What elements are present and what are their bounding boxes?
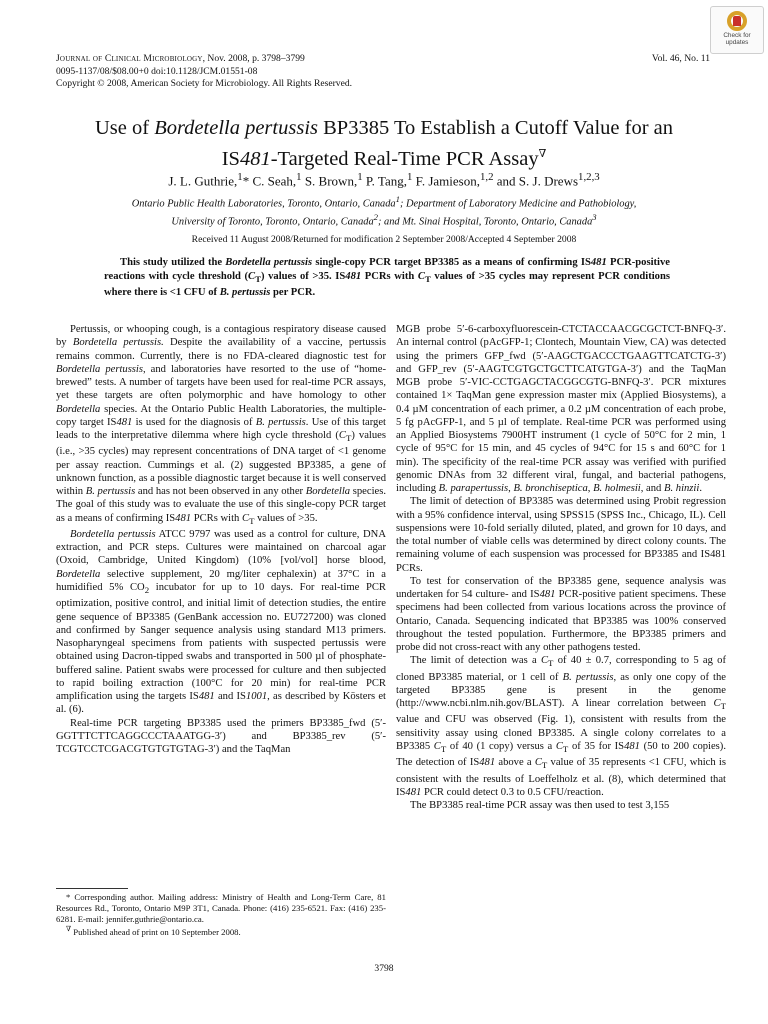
badge-line-2: updates [725, 39, 749, 46]
author-list: J. L. Guthrie,$^1$* C. Seah,$^1$ S. Brown,$^1$ P. Tang,$^1$ F. Jamieson,$^{1,2}$ and S. J. Drews$^{1,2,3}$ [168, 171, 600, 189]
check-for-updates-icon [727, 11, 747, 31]
footnotes [56, 892, 386, 938]
left-column [56, 323, 386, 756]
badge-line-1: Check for [723, 32, 751, 39]
issue-info: , Nov. 2008, p. 3798–3799 [202, 53, 305, 64]
paragraph-conservation: To test for conservation of the BP3385 gene, sequence analysis was undertaken for 54 culture- and IS481 PCR-positive patient specimens. These specimens had been collected from various locations across the province of Ontario, Canada. Sequencing indicated that BP3385 was 100% conserved throughout the tested population. Furthermore, the BP3385 primers and probe did not cross-react with any other pathogens tested. [396, 575, 726, 653]
check-for-updates-badge[interactable] [710, 6, 764, 54]
paragraph-probe: MGB probe 5′-6-carboxyfluorescein-CTCTACCAACGCGCTCT-BNFQ-3′. An internal control (pAcGFP-1; Clontech, Mountain View, CA) was detected using the primers GFP_fwd (5′-AAGCTGACCCTGAAGTTCATCTG-3′) and GFP_rev (5′-AAGTCGTGCTGCTTCATGTGA-3′) and the TaqMan MGB probe 5′-VIC-CCTGAGCTACGGCGTG-BNFQ-3′. PCR mixtures contained 1× TaqMan gene expression master mix (Applied Biosystems), a 0.4 µM concentration of each primer, a 0.2 µM concentration of each probe, 5 fg pAcGFP-1, and 5 µl of template. Real-time PCR was performed using an Applied Biosystems 7900HT instrument (1 cycle of 50°C for 2 min, 1 cycle of 95°C for 15 min, and 45 cycles of 94°C for 15 s and 60°C for 1 min). The specificity of the real-time PCR assay was verified with purified genomic DNAs from 32 different viral, fungal, and bacterial pathogens, including B. parapertussis, B. bronchiseptica, B. holmesii, and B. hinzii. [396, 324, 726, 494]
paragraph-primers: Real-time PCR targeting BP3385 used the primers BP3385_fwd (5′-GGTTTCTTCAGGCCCTAAATGG-3′) and BP3385_rev (5′-TCGTCCTCGACGTGTGTGTAG-3′) and the TaqMan [56, 717, 386, 756]
issn-doi: 0095-1137/08/$08.00+0 doi:10.1128/JCM.01551-08 [56, 65, 258, 77]
abstract: This study utilized the Bordetella pertussis single-copy PCR target BP3385 as a means of confirming IS481 PCR-positive reactions with cycle threshold $(C_T)$ values of >35. IS481 PCRs with $C_T$ values of >35 cycles may represent PCR conditions where there is <1 CFU of B. pertussis per PCR. [104, 257, 670, 299]
volume-info: Vol. 46, No. 11 [651, 53, 710, 64]
journal-name: Journal of Clinical Microbiology [56, 53, 203, 64]
footnote-corresponding: * Corresponding author. Mailing address: Ministry of Health and Long-Term Care, 81 Resources Rd., Toronto, Ontario M9P 3T1, Canada. Phone: (416) 235-6521. Fax: (416) 235-6281. E-mail: jennifer.guthrie@ontario.ca. [56, 892, 386, 924]
affiliations: Ontario Public Health Laboratories, Toronto, Ontario, Canada$^1$; Department of Laboratory Medicine and Pathobiology, University of Toronto, Toronto, Ontario, Canada$^2$; and Mt. Sinai Hospital, Toronto, Ontario, Canada$^3$ [131, 194, 637, 228]
received-dates: Received 11 August 2008/Returned for modification 2 September 2008/Accepted 4 September 2008 [191, 234, 577, 245]
article-title: Use of Bordetella pertussis BP3385 To Establish a Cutoff Value for an IS481-Targeted Real-Time PCR Assay∇ [94, 117, 674, 170]
page-number: 3798 [374, 963, 394, 974]
footnote-divider [56, 888, 128, 889]
journal-header [56, 53, 352, 91]
paragraph-intro: Pertussis, or whooping cough, is a contagious respiratory disease caused by Bordetella pertussis. Despite the availability of a vaccine, pertussis remains common. Currently, there is no FDA-cleared diagnostic test for Bordetella pertussis, and laboratories have resorted to the use of “home-brewed” tests. A number of targets have been used for real-time PCR assays, yet these targets are often polymorphic and have homology to other Bordetella species. At the Ontario Public Health Laboratories, the multiple-copy target IS481 is used for the diagnosis of B. pertussis. Use of this target leads to the interpretative dilemma where high cycle threshold $(C_T)$ values (i.e., >35 cycles) may represent concentrations of DNA target of <1 genome per assay reaction. Cummings et al. (2) suggested BP3385, a gene of unknown function, as a possible diagnostic target because it is well conserved within B. pertussis and has not been observed in any other Bordetella species. The goal of this study was to evaluate the use of this single-copy PCR target as a means of confirming IS481 PCRs with $C_T$ values of >35. [56, 324, 387, 526]
paragraph-assay-test: The BP3385 real-time PCR assay was then used to test 3,155 [410, 800, 670, 812]
paragraph-results: The limit of detection was a $C_T$ of 40 ± 0.7, corresponding to 5 ag of cloned BP3385 material, or 1 cell of B. pertussis, as only one copy of the targeted BP3385 gene is present in the genome (http://www.ncbi.nlm.nih.gov/BLAST). A linear correlation between $C_T$ value and CFU was observed (Fig. 1), consistent with results from the sensitivity assay using cloned BP3385. A single colony correlates to a BP3385 $C_T$ of 40 (1 copy) versus a $C_T$ of 35 for IS481 (50 to 200 copies). The detection of IS481 above a $C_T$ value of 35 represents <1 CFU, which is consistent with the results of Loeffelholz et al. (8), which determined that IS481 PCR could detect 0.3 to 0.5 CFU/reaction. [396, 655, 726, 798]
copyright: Copyright © 2008, American Society for Microbiology. All Rights Reserved. [56, 78, 353, 89]
right-column [396, 323, 726, 812]
footnote-published: ∇ Published ahead of print on 10 September 2008. [66, 925, 241, 938]
paragraph-methods-culture: Bordetella pertussis ATCC 9797 was used as a control for culture, DNA extraction, and PCR steps. Cultures were maintained on charcoal agar (Oxoid, Cambridge, United Kingdom) (10% [vol/vol] horse blood, Bordetella selective supplement, 20 mg/liter cephalexin) at 37°C in a humidified 5% $CO_2$ incubator for up to 10 days. For real-time PCR optimization, positive control, and initial limit of detection studies, the entire gene sequence of BP3385 (GenBank accession no. EU727200) was cloned and confirmed by Sanger sequence analysis using standard M13 primers. Nasopharyngeal specimens from patients with suspected pertussis were obtained using Dacron-tipped swabs and transported in 500 µl of phosphate-buffered saline. Patient swabs were processed for culture and then subjected to rapid boiling extraction (100°C for 20 min) for real-time PCR amplification using the targets IS481 and IS1001, as described by Kösters et al. (6). [56, 528, 387, 716]
paragraph-limit-detection: The limit of detection of BP3385 was determined using Probit regression with a 95% confidence interval, using SPSS15 (SPSS Inc., Chicago, IL). Cell suspensions were 10-fold serially diluted, plated, and grown for 10 days, and the total number of viable cells was determined by direct colony counts. The remaining volume of each suspension was processed for BP3385 and IS481 PCRs. [396, 496, 726, 574]
